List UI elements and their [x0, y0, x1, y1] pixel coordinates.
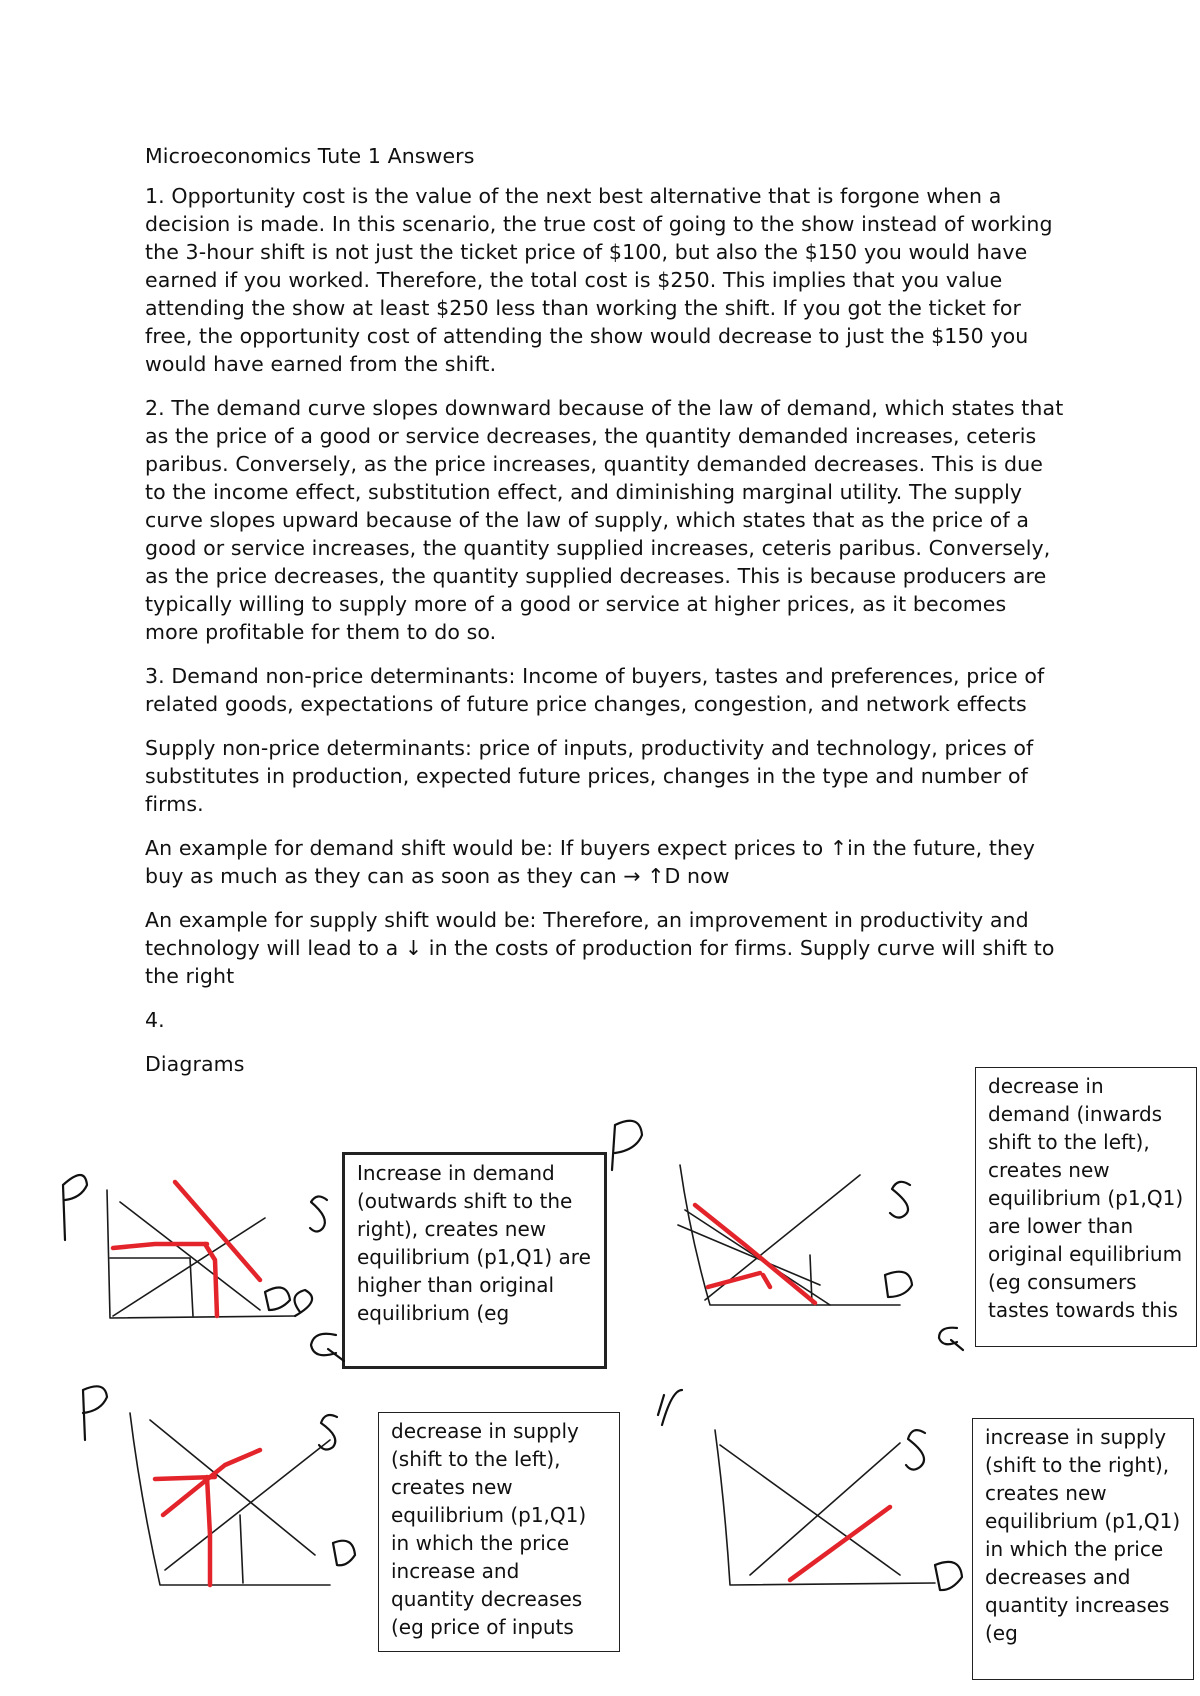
demand-curve [720, 1445, 900, 1575]
answer-3-demand: 3. Demand non-price determinants: Income of buyers, tastes and preferences, price of related goods, expectations of future price changes, congestion, and network effects [145, 664, 1045, 716]
new-supply-curve [790, 1507, 890, 1580]
document-body [145, 142, 1065, 1094]
supply-curve [165, 1440, 330, 1570]
diagrams-label: Diagrams [145, 1052, 245, 1076]
demand-shift-example: An example for demand shift would be: If buyers expect prices to ↑in the future, they buy as much as they can as soon as they can → ↑D now [145, 836, 1035, 888]
axes [715, 1430, 935, 1585]
callout-decrease-demand: decrease in demand (inwards shift to the left), creates new equilibrium (p1,Q1) are lower than original equilibrium (eg consumers tastes towards this [975, 1067, 1197, 1347]
callout-increase-demand: Increase in demand (outwards shift to the right), creates new equilibrium (p1,Q1) are higher than original equilibrium (eg [342, 1152, 607, 1369]
q-letter [311, 1334, 344, 1361]
answer-2: 2. The demand curve slopes downward because of the law of demand, which states that as the price of a good or service decreases, the quantity demanded increases, ceteris paribus. Conversely, as the price increases, quantity demanded decreases. This is due to the income effect, substitution effect, and diminishing marginal utility. The supply curve slopes upward because of the law of supply, which states that as the price of a good or service increases, the quantity supplied increases, ceteris paribus. Conversely, as the price decreases, the quantity supplied decreases. This is because producers are typically willing to supply more of a good or service at higher prices, as it becomes more profitable for them to do so. [145, 396, 1064, 644]
demand-curve [150, 1420, 315, 1555]
q-guide [810, 1255, 812, 1303]
supply-curve [113, 1218, 265, 1316]
callout-increase-supply: increase in supply (shift to the right), creates new equilibrium (p1,Q1) in which the price decreases and quantity increases (eg [972, 1418, 1194, 1680]
s-label [319, 1415, 337, 1450]
new-demand-curve [695, 1205, 815, 1303]
q-guide [190, 1258, 193, 1316]
s-label [906, 1430, 925, 1469]
p-axis-letter [83, 1386, 107, 1440]
d-label [935, 1562, 962, 1590]
supply-shift-example: An example for supply shift would be: Therefore, an improvement in productivity and technology will lead to a ↓ in the costs of production for firms. Supply curve will shift to the right [145, 908, 1055, 988]
diagram-decrease-supply [75, 1385, 365, 1605]
q-label-sketch-2 [935, 1322, 965, 1352]
diagram-increase-demand [55, 1140, 335, 1355]
new-price-line [708, 1273, 760, 1287]
q-axis-curl [295, 1290, 312, 1316]
q-letter [939, 1328, 963, 1350]
d-label [265, 1288, 290, 1311]
answer-3-supply: Supply non-price determinants: price of inputs, productivity and technology, prices of substitutes in production, expected future prices, changes in the type and number of firms. [145, 736, 1034, 816]
answer-1: 1. Opportunity cost is the value of the next best alternative that is forgone when a decision is made. In this scenario, the true cost of going to the show instead of working the 3-hour shift is not just the ticket price of $100, but also the $150 you would have earned if you worked. Therefore, the total cost is $250. This implies that you value attending the show at least $250 less than working the shift. If you got the ticket for free, the opportunity cost of attending the show would decrease to just the $150 you would have earned from the shift. [145, 184, 1053, 376]
new-supply-curve [163, 1450, 260, 1515]
new-quantity-line [763, 1275, 770, 1287]
d-label [333, 1541, 355, 1566]
diagram-decrease-demand [600, 1115, 930, 1345]
answer-4: 4. [145, 1008, 165, 1032]
diagram-increase-supply [650, 1385, 965, 1610]
callout-decrease-supply: decrease in supply (shift to the left), creates new equilibrium (p1,Q1) in which the price increase and quantity decreases (eg price of inputs [378, 1412, 620, 1652]
page-title: Microeconomics Tute 1 Answers [145, 144, 475, 168]
s-label [890, 1182, 910, 1218]
p-axis-letter [612, 1121, 642, 1170]
q-guide [240, 1515, 243, 1583]
axes [130, 1413, 330, 1585]
new-quantity-line [207, 1477, 210, 1585]
d-label [885, 1272, 912, 1297]
p-axis-letter [63, 1175, 87, 1240]
q-label-sketch [306, 1325, 346, 1365]
s-label [310, 1196, 327, 1231]
new-price-line [113, 1244, 207, 1248]
new-demand-curve [175, 1182, 260, 1280]
p-axis-letter [658, 1390, 682, 1425]
